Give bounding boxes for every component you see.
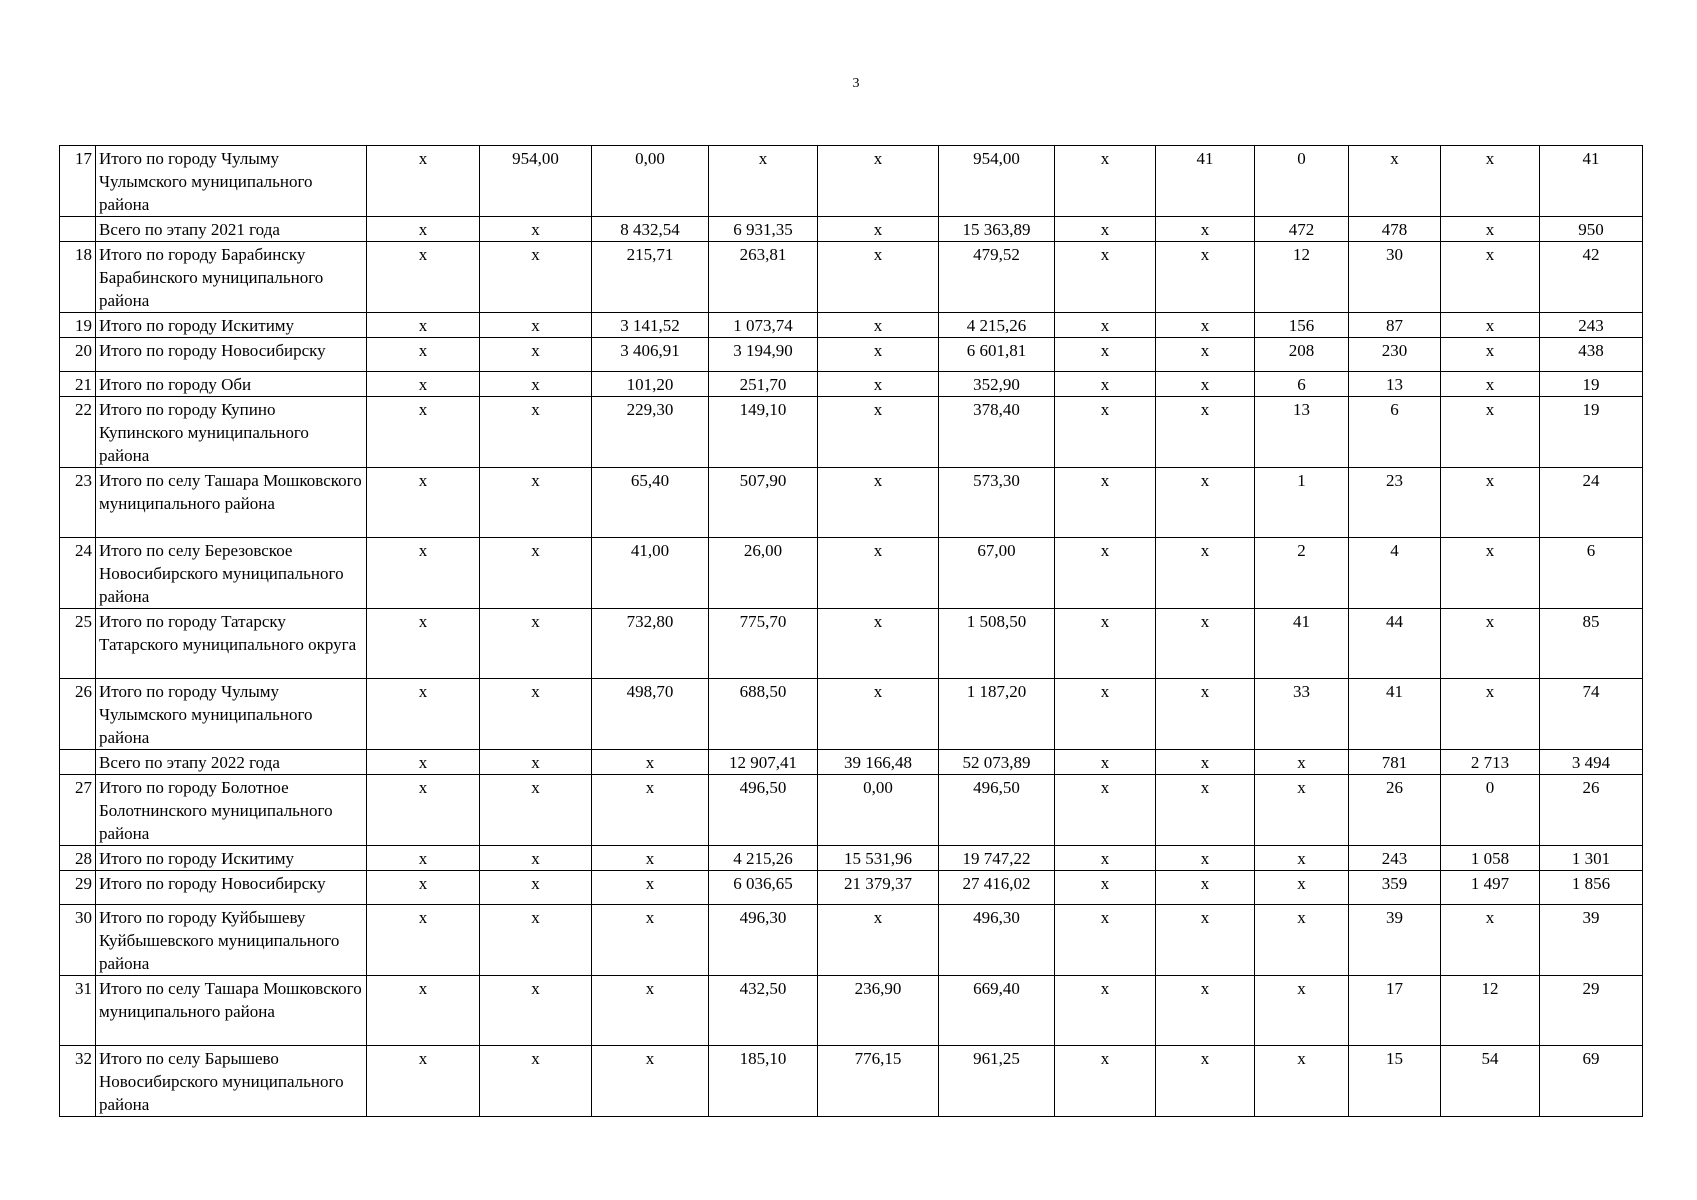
table-cell: 496,30: [709, 905, 818, 976]
table-cell: 85: [1540, 609, 1643, 679]
table-cell: 65,40: [592, 468, 709, 538]
table-cell: 230: [1349, 338, 1441, 372]
page-number: 3: [852, 76, 860, 91]
table-cell: x: [1055, 468, 1156, 538]
table-cell: 12 907,41: [709, 750, 818, 775]
table-cell: 6: [1255, 372, 1349, 397]
table-cell: 19 747,22: [939, 846, 1055, 871]
table-cell: x: [1055, 871, 1156, 905]
table-cell: 3 194,90: [709, 338, 818, 372]
table-cell: 243: [1349, 846, 1441, 871]
table-cell: x: [1349, 146, 1441, 217]
table-row: [60, 846, 1643, 871]
table-cell: x: [1441, 338, 1540, 372]
table-cell: x: [1156, 679, 1255, 750]
table-cell: 41: [1156, 146, 1255, 217]
table-cell: x: [1156, 397, 1255, 468]
row-label: Итого по селу Березовское Новосибирского муниципального района: [96, 538, 367, 609]
table-cell: 24: [1540, 468, 1643, 538]
table-cell: x: [1055, 242, 1156, 313]
row-label: Итого по городу Новосибирску: [96, 338, 367, 372]
table-cell: x: [709, 146, 818, 217]
table-cell: x: [818, 397, 939, 468]
table-cell: x: [480, 871, 592, 905]
table-cell: 1 073,74: [709, 313, 818, 338]
table-cell: x: [1255, 1046, 1349, 1117]
table-cell: 41: [1540, 146, 1643, 217]
table-cell: x: [480, 750, 592, 775]
table-cell: 12: [1255, 242, 1349, 313]
table-cell: x: [1255, 775, 1349, 846]
table-cell: 26: [1349, 775, 1441, 846]
table-cell: 39: [1540, 905, 1643, 976]
housing-program-table: [59, 145, 1643, 1117]
table-cell: 23: [1349, 468, 1441, 538]
row-label: Итого по городу Чулыму Чулымского муниципального района: [96, 679, 367, 750]
table-cell: x: [1156, 372, 1255, 397]
row-number: 24: [60, 538, 96, 609]
table-cell: x: [1156, 976, 1255, 1046]
table-cell: 6: [1349, 397, 1441, 468]
table-cell: x: [367, 609, 480, 679]
table-cell: x: [1255, 871, 1349, 905]
table-cell: 44: [1349, 609, 1441, 679]
row-number: 31: [60, 976, 96, 1046]
table-cell: x: [818, 468, 939, 538]
table-cell: x: [818, 217, 939, 242]
table-cell: x: [1055, 338, 1156, 372]
table-cell: 13: [1255, 397, 1349, 468]
table-cell: 954,00: [480, 146, 592, 217]
table-cell: 15 531,96: [818, 846, 939, 871]
table-cell: 87: [1349, 313, 1441, 338]
table-cell: x: [367, 538, 480, 609]
table-cell: 3 494: [1540, 750, 1643, 775]
table-cell: 432,50: [709, 976, 818, 1046]
table-cell: 378,40: [939, 397, 1055, 468]
row-number: 18: [60, 242, 96, 313]
table-cell: x: [1156, 609, 1255, 679]
table-cell: 478: [1349, 217, 1441, 242]
table-cell: x: [480, 372, 592, 397]
table-cell: 30: [1349, 242, 1441, 313]
table-cell: 4 215,26: [709, 846, 818, 871]
table-cell: 27 416,02: [939, 871, 1055, 905]
table-cell: x: [1156, 905, 1255, 976]
table-cell: x: [367, 1046, 480, 1117]
table-cell: 13: [1349, 372, 1441, 397]
table-cell: x: [367, 750, 480, 775]
table-cell: 3 406,91: [592, 338, 709, 372]
table-cell: x: [1156, 871, 1255, 905]
table-cell: 669,40: [939, 976, 1055, 1046]
table-cell: x: [367, 397, 480, 468]
table-cell: x: [367, 871, 480, 905]
table-cell: x: [592, 750, 709, 775]
table-cell: x: [1441, 217, 1540, 242]
row-label: Итого по городу Оби: [96, 372, 367, 397]
table-cell: 1 508,50: [939, 609, 1055, 679]
table-cell: x: [1441, 609, 1540, 679]
table-cell: 479,52: [939, 242, 1055, 313]
table-cell: 26,00: [709, 538, 818, 609]
table-row: [60, 313, 1643, 338]
row-label: Итого по городу Новосибирску: [96, 871, 367, 905]
table-cell: x: [1055, 538, 1156, 609]
table-cell: x: [1156, 1046, 1255, 1117]
table-cell: 243: [1540, 313, 1643, 338]
table-cell: x: [818, 679, 939, 750]
row-label: Итого по селу Ташара Мошковского муниципального района: [96, 976, 367, 1046]
table-row: [60, 871, 1643, 905]
table-row: [60, 905, 1643, 976]
table-cell: 573,30: [939, 468, 1055, 538]
table-cell: 26: [1540, 775, 1643, 846]
table-cell: x: [1441, 146, 1540, 217]
table-cell: 438: [1540, 338, 1643, 372]
table-cell: 41,00: [592, 538, 709, 609]
row-label: Итого по городу Куйбышеву Куйбышевского муниципального района: [96, 905, 367, 976]
table-cell: 2 713: [1441, 750, 1540, 775]
table-cell: 251,70: [709, 372, 818, 397]
table-cell: 1 856: [1540, 871, 1643, 905]
table-cell: x: [480, 775, 592, 846]
table-cell: 15: [1349, 1046, 1441, 1117]
table-cell: 359: [1349, 871, 1441, 905]
table-cell: x: [818, 313, 939, 338]
table-row: [60, 146, 1643, 217]
table-cell: x: [1055, 397, 1156, 468]
table-cell: x: [818, 146, 939, 217]
table-cell: x: [1055, 313, 1156, 338]
table-cell: x: [818, 242, 939, 313]
table-cell: x: [1441, 397, 1540, 468]
table-cell: x: [592, 1046, 709, 1117]
row-number: [60, 217, 96, 242]
table-cell: x: [592, 871, 709, 905]
table-cell: 6: [1540, 538, 1643, 609]
row-number: 20: [60, 338, 96, 372]
table-cell: x: [480, 468, 592, 538]
table-cell: 498,70: [592, 679, 709, 750]
table-row: [60, 609, 1643, 679]
table-cell: 41: [1349, 679, 1441, 750]
table-cell: 6 601,81: [939, 338, 1055, 372]
row-number: 30: [60, 905, 96, 976]
table-row: [60, 372, 1643, 397]
table-cell: x: [1055, 846, 1156, 871]
table-cell: 33: [1255, 679, 1349, 750]
table-total-row: [60, 217, 1643, 242]
table-cell: x: [818, 609, 939, 679]
table-cell: x: [1156, 775, 1255, 846]
table-cell: x: [818, 372, 939, 397]
table-cell: x: [818, 338, 939, 372]
table-cell: x: [367, 775, 480, 846]
row-label: Итого по городу Барабинску Барабинского муниципального района: [96, 242, 367, 313]
table-cell: x: [367, 146, 480, 217]
table-row: [60, 1046, 1643, 1117]
table-cell: x: [1156, 338, 1255, 372]
table-cell: 208: [1255, 338, 1349, 372]
table-cell: x: [367, 679, 480, 750]
table-cell: x: [1156, 217, 1255, 242]
table-cell: x: [367, 313, 480, 338]
table-cell: 8 432,54: [592, 217, 709, 242]
table-cell: 775,70: [709, 609, 818, 679]
table-row: [60, 538, 1643, 609]
table-cell: 2: [1255, 538, 1349, 609]
table-cell: x: [1055, 750, 1156, 775]
table-total-row: [60, 750, 1643, 775]
table-cell: 0,00: [592, 146, 709, 217]
table-cell: 156: [1255, 313, 1349, 338]
table-cell: x: [367, 468, 480, 538]
table-cell: x: [480, 538, 592, 609]
table-cell: x: [480, 976, 592, 1046]
table-cell: x: [367, 372, 480, 397]
table-cell: 0: [1441, 775, 1540, 846]
table-cell: x: [1156, 313, 1255, 338]
table-cell: x: [1255, 750, 1349, 775]
row-number: 21: [60, 372, 96, 397]
table-cell: 149,10: [709, 397, 818, 468]
table-cell: 954,00: [939, 146, 1055, 217]
row-label: Итого по городу Болотное Болотнинского муниципального района: [96, 775, 367, 846]
table-cell: 185,10: [709, 1046, 818, 1117]
table-cell: x: [1441, 538, 1540, 609]
table-cell: 15 363,89: [939, 217, 1055, 242]
table-cell: x: [818, 905, 939, 976]
table-cell: 101,20: [592, 372, 709, 397]
table-cell: x: [1055, 905, 1156, 976]
table-cell: x: [1055, 679, 1156, 750]
table-cell: 19: [1540, 372, 1643, 397]
table-cell: 54: [1441, 1046, 1540, 1117]
table-cell: x: [1156, 846, 1255, 871]
table-cell: x: [1441, 242, 1540, 313]
table-cell: 6 036,65: [709, 871, 818, 905]
row-label: Итого по городу Чулыму Чулымского муниципального района: [96, 146, 367, 217]
table-cell: 215,71: [592, 242, 709, 313]
row-number: 25: [60, 609, 96, 679]
table-cell: 496,50: [709, 775, 818, 846]
table-cell: x: [480, 679, 592, 750]
table-cell: x: [480, 1046, 592, 1117]
table-cell: x: [367, 242, 480, 313]
table-cell: x: [367, 976, 480, 1046]
table-cell: x: [1441, 372, 1540, 397]
table-cell: x: [1156, 242, 1255, 313]
table-cell: x: [818, 538, 939, 609]
table-cell: x: [480, 397, 592, 468]
table-cell: x: [480, 905, 592, 976]
table-cell: 74: [1540, 679, 1643, 750]
row-label: Итого по городу Татарску Татарского муниципального округа: [96, 609, 367, 679]
row-label: Всего по этапу 2022 года: [96, 750, 367, 775]
table-cell: 29: [1540, 976, 1643, 1046]
table-cell: 1 301: [1540, 846, 1643, 871]
row-number: 22: [60, 397, 96, 468]
table-cell: 6 931,35: [709, 217, 818, 242]
table-cell: x: [1441, 679, 1540, 750]
row-number: 17: [60, 146, 96, 217]
table-cell: 496,30: [939, 905, 1055, 976]
table-cell: x: [367, 846, 480, 871]
table-cell: 0: [1255, 146, 1349, 217]
table-cell: x: [1255, 905, 1349, 976]
table-cell: x: [1055, 146, 1156, 217]
table-row: [60, 242, 1643, 313]
table-cell: 21 379,37: [818, 871, 939, 905]
row-number: 32: [60, 1046, 96, 1117]
table-cell: 52 073,89: [939, 750, 1055, 775]
table-cell: 1: [1255, 468, 1349, 538]
row-number: [60, 750, 96, 775]
table-cell: 507,90: [709, 468, 818, 538]
table-cell: 229,30: [592, 397, 709, 468]
table-cell: x: [592, 976, 709, 1046]
row-label: Итого по селу Ташара Мошковского муниципального района: [96, 468, 367, 538]
table-cell: x: [1055, 976, 1156, 1046]
table-cell: x: [1055, 775, 1156, 846]
table-cell: x: [1055, 609, 1156, 679]
table-cell: x: [480, 313, 592, 338]
table-cell: x: [592, 846, 709, 871]
table-cell: 236,90: [818, 976, 939, 1046]
table-cell: x: [1156, 750, 1255, 775]
table-cell: 950: [1540, 217, 1643, 242]
table-cell: 41: [1255, 609, 1349, 679]
table-cell: x: [592, 905, 709, 976]
table-cell: 0,00: [818, 775, 939, 846]
table-cell: x: [480, 846, 592, 871]
table-cell: x: [1441, 468, 1540, 538]
table-cell: 69: [1540, 1046, 1643, 1117]
table-cell: x: [592, 775, 709, 846]
table-cell: 1 058: [1441, 846, 1540, 871]
table-cell: 19: [1540, 397, 1643, 468]
table-cell: 1 497: [1441, 871, 1540, 905]
table-row: [60, 976, 1643, 1046]
table-cell: 472: [1255, 217, 1349, 242]
table-cell: x: [1441, 313, 1540, 338]
table-cell: x: [480, 217, 592, 242]
table-cell: 961,25: [939, 1046, 1055, 1117]
row-number: 29: [60, 871, 96, 905]
row-label: Всего по этапу 2021 года: [96, 217, 367, 242]
row-label: Итого по городу Купино Купинского муниципального района: [96, 397, 367, 468]
table-cell: x: [480, 242, 592, 313]
table-cell: 263,81: [709, 242, 818, 313]
table-cell: 732,80: [592, 609, 709, 679]
table-cell: 12: [1441, 976, 1540, 1046]
table-row: [60, 775, 1643, 846]
table-cell: x: [367, 217, 480, 242]
row-number: 27: [60, 775, 96, 846]
table-cell: 4 215,26: [939, 313, 1055, 338]
table-cell: x: [1156, 468, 1255, 538]
table-cell: x: [367, 338, 480, 372]
table-cell: 496,50: [939, 775, 1055, 846]
row-number: 19: [60, 313, 96, 338]
table-cell: x: [1255, 976, 1349, 1046]
table-cell: x: [1255, 846, 1349, 871]
table-cell: x: [1156, 538, 1255, 609]
row-number: 28: [60, 846, 96, 871]
row-number: 26: [60, 679, 96, 750]
table-cell: x: [1055, 372, 1156, 397]
table-cell: 42: [1540, 242, 1643, 313]
table-row: [60, 679, 1643, 750]
row-label: Итого по городу Искитиму: [96, 313, 367, 338]
table-cell: 3 141,52: [592, 313, 709, 338]
table-cell: 17: [1349, 976, 1441, 1046]
table-row: [60, 338, 1643, 372]
table-row: [60, 468, 1643, 538]
table-cell: x: [480, 338, 592, 372]
table-cell: 776,15: [818, 1046, 939, 1117]
row-label: Итого по селу Барышево Новосибирского муниципального района: [96, 1046, 367, 1117]
table-cell: x: [1055, 1046, 1156, 1117]
row-label: Итого по городу Искитиму: [96, 846, 367, 871]
table-cell: 1 187,20: [939, 679, 1055, 750]
table-row: [60, 397, 1643, 468]
table-cell: x: [367, 905, 480, 976]
table-cell: x: [1441, 905, 1540, 976]
table-cell: 39: [1349, 905, 1441, 976]
table-cell: x: [1055, 217, 1156, 242]
table-cell: 352,90: [939, 372, 1055, 397]
table-cell: x: [480, 609, 592, 679]
table-body: [60, 146, 1643, 1117]
table-cell: 4: [1349, 538, 1441, 609]
table-cell: 39 166,48: [818, 750, 939, 775]
table-cell: 67,00: [939, 538, 1055, 609]
row-number: 23: [60, 468, 96, 538]
table-cell: 781: [1349, 750, 1441, 775]
table-cell: 688,50: [709, 679, 818, 750]
